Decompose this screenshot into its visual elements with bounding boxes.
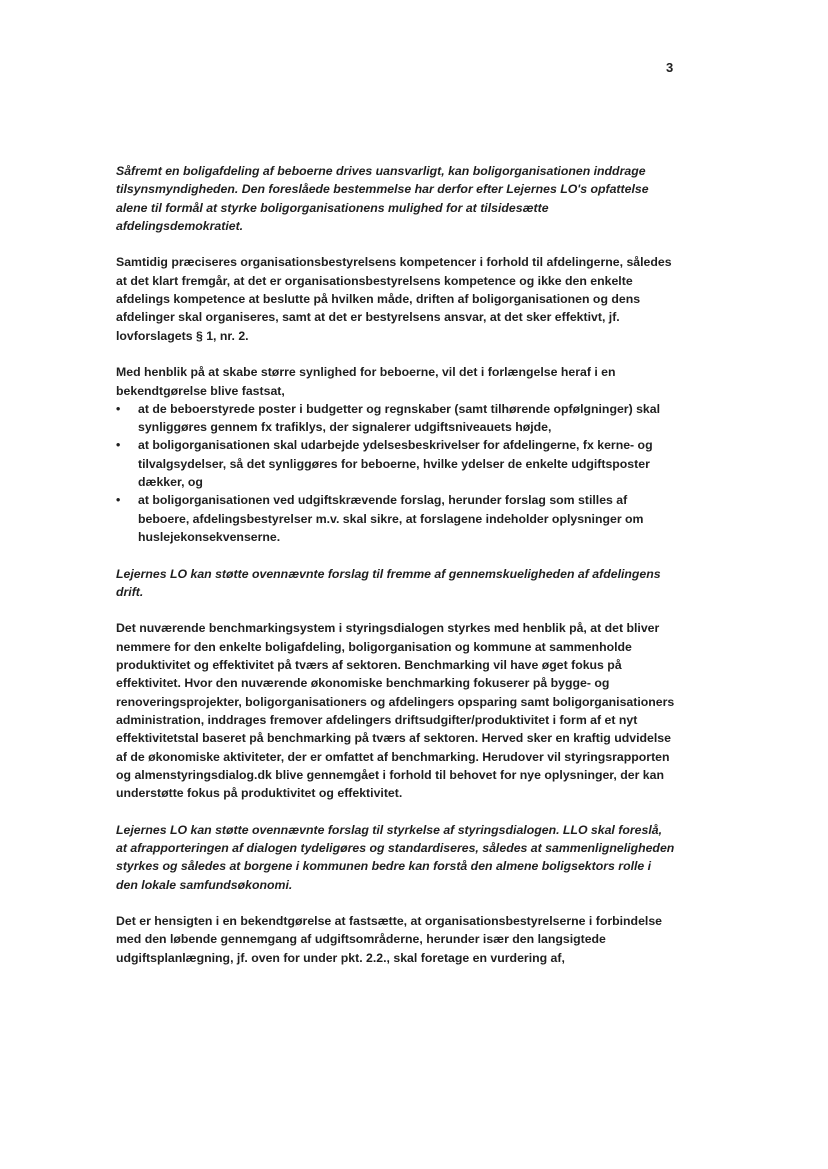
list-item-text: at boligorganisationen skal udarbejde ydelsesbeskrivelser for afdelingerne, fx kerne- og tilvalgsydelser, så det synliggøres for beboerne, hvilke ydelser de enkelte udgiftsposter dækker, og	[138, 438, 653, 490]
paragraph-list-intro: Med henblik på at skabe større synlighed for beboerne, vil det i forlængelse heraf i en bekendtgørelse blive fastsat,	[116, 365, 616, 398]
bullet-list	[116, 400, 676, 546]
paragraph-italic: Lejernes LO kan støtte ovennævnte forslag til fremme af gennemskueligheden af afdelingens drift.	[116, 566, 661, 599]
list-item-text: at boligorganisationen ved udgiftskrævende forslag, herunder forslag som stilles af beboere, afdelingsbestyrelser m.v. skal sikre, at forslagene indeholder oplysninger om huslejekonsekvenserne.	[138, 493, 644, 544]
paragraph: Samtidig præciseres organisationsbestyrelsens kompetencer i forhold til afdelingerne, således at det klart fremgår, at det er organisationsbestyrelsens kompetence og ikke den enkelte afdelings kompetence at beslutte på hvilken måde, driften af boligorganisationen og dens afdelinger skal organiseres, samt at det er bestyrelsens ansvar, at det sker effektivt, jf. lovforslagets § 1, nr. 2.	[116, 255, 672, 343]
page-number: 3	[666, 60, 674, 75]
paragraph-italic: Såfremt en boligafdeling af beboerne drives uansvarligt, kan boligorganisationen inddrage tilsynsmyndigheden. Den foreslåede bestemmelse har derfor efter Lejernes LO's opfattelse alene til formål at styrke boligorganisationens mulighed for at tilsidesætte afdelingsdemokratiet.	[116, 164, 649, 233]
list-item-text: at de beboerstyrede poster i budgetter og regnskaber (samt tilhørende opfølgninger) skal synliggøres gennem fx trafiklys, der signalerer udgiftsniveauets højde,	[138, 401, 661, 435]
bullet-icon: •	[116, 438, 121, 453]
bullet-icon: •	[116, 493, 121, 508]
paragraph: Det nuværende benchmarkingsystem i styringsdialogen styrkes med henblik på, at det bliver nemmere for den enkelte boligafdeling, boligorganisation og kommune at sammenholde produktivitet og effektivitet på tværs af sektoren. Benchmarking vil have øget fokus på effektivitet. Hvor den nuværende økonomiske benchmarking fokuserer på bygge- og renoveringsprojekter, boligorganisationers og afdelingers opsparing samt boligorganisationers administration, inddrages fremover afdelingers driftsudgifter/produktivitet i form af et nyt effektivitetstal baseret på benchmarking på tværs af sektoren. Herved sker en kraftig udvidelse af de økonomiske aktiviteter, der er omfattet af benchmarking. Herudover vil styringsrapporten og almenstyringsdialog.dk blive gennemgået i forhold til behovet for nye oplysninger, der kan understøtte fokus på produktivitet og effektivitet.	[116, 621, 675, 801]
paragraph-italic: Lejernes LO kan støtte ovennævnte forslag til styrkelse af styringsdialogen. LLO skal foreslå, at afrapporteringen af dialogen tydeligøres og standardiseres, således at sammenligneligheden styrkes og således at borgene i kommunen bedre kan forstå den almene boligsektors rolle i den lokale samfundsøkonomi.	[116, 822, 675, 892]
paragraph: Det er hensigten i en bekendtgørelse at fastsætte, at organisationsbestyrelserne i forbindelse med den løbende gennemgang af udgiftsområderne, herunder især den langsigtede udgiftsplanlægning, jf. oven for under pkt. 2.2., skal foretage en vurdering af,	[116, 914, 662, 965]
bullet-icon: •	[116, 401, 121, 416]
document-body	[116, 162, 676, 985]
list-item	[116, 491, 676, 546]
list-item	[116, 400, 676, 437]
list-item	[116, 436, 676, 491]
